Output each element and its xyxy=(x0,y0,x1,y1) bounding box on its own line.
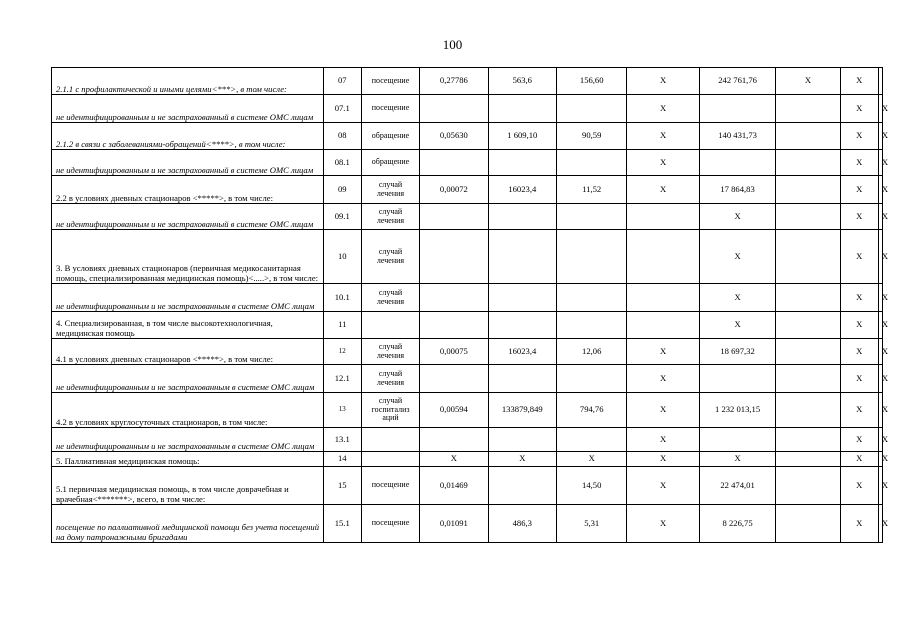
value-cell: 18 697,32 xyxy=(699,339,775,365)
value-cell: 156,60 xyxy=(557,68,627,95)
value-cell xyxy=(699,365,775,393)
value-cell xyxy=(776,176,840,204)
value-cell: Х xyxy=(627,123,699,150)
value-cell xyxy=(776,428,840,452)
value-cell xyxy=(627,312,699,339)
row-code: 15 xyxy=(323,467,361,505)
table-row xyxy=(52,428,883,452)
value-cell: 133879,849 xyxy=(488,393,556,428)
value-cell xyxy=(627,230,699,284)
row-code: 09 xyxy=(323,176,361,204)
row-label: 4. Специализированная, в том числе высокотехнологичная, медицинская помощь xyxy=(52,312,324,339)
value-cell: Х xyxy=(840,230,878,284)
value-cell xyxy=(699,95,775,123)
data-table xyxy=(51,67,889,543)
value-cell xyxy=(420,312,488,339)
row-unit: посещение xyxy=(361,505,419,543)
row-unit xyxy=(361,452,419,467)
value-cell xyxy=(420,204,488,230)
value-cell xyxy=(776,467,840,505)
value-cell: Х xyxy=(840,150,878,176)
value-cell: 8 226,75 xyxy=(699,505,775,543)
value-cell: Х xyxy=(878,312,882,339)
value-cell xyxy=(488,467,556,505)
value-cell: 0,00072 xyxy=(420,176,488,204)
value-cell: Х xyxy=(627,505,699,543)
value-cell: 486,3 xyxy=(488,505,556,543)
row-code: 11 xyxy=(323,312,361,339)
value-cell xyxy=(488,428,556,452)
table-row xyxy=(52,393,883,428)
value-cell xyxy=(776,365,840,393)
row-code: 08.1 xyxy=(323,150,361,176)
row-label: 5. Паллиативная медицинская помощь: xyxy=(52,452,324,467)
value-cell: 0,01091 xyxy=(420,505,488,543)
table-row xyxy=(52,339,883,365)
value-cell xyxy=(776,284,840,312)
value-cell: Х xyxy=(878,95,882,123)
table-row xyxy=(52,452,883,467)
page-number: 100 xyxy=(442,37,463,52)
value-cell xyxy=(776,339,840,365)
value-cell xyxy=(627,204,699,230)
value-cell xyxy=(776,452,840,467)
value-cell xyxy=(557,204,627,230)
value-cell xyxy=(557,95,627,123)
value-cell: 12,06 xyxy=(557,339,627,365)
value-cell: Х xyxy=(840,284,878,312)
value-cell: Х xyxy=(878,452,882,467)
row-unit: случай госпитализ аций xyxy=(361,393,419,428)
table-row xyxy=(52,284,883,312)
value-cell: Х xyxy=(627,68,699,95)
value-cell: Х xyxy=(878,123,882,150)
value-cell xyxy=(557,365,627,393)
value-cell xyxy=(488,204,556,230)
row-label: посещение по паллиативной медицинской помощи без учета посещений на дому патронажными бригадами xyxy=(52,505,324,543)
value-cell xyxy=(420,284,488,312)
row-code: 15.1 xyxy=(323,505,361,543)
row-label: не идентифицированным и не застрахованным в системе ОМС лицам xyxy=(52,428,324,452)
row-unit: случай лечения xyxy=(361,284,419,312)
row-code: 12 xyxy=(323,339,361,365)
value-cell xyxy=(557,230,627,284)
value-cell: 22 474,01 xyxy=(699,467,775,505)
value-cell: Х xyxy=(878,204,882,230)
row-label: 2.1.1 с профилактической и иными целями<***>, в том числе: xyxy=(52,68,324,95)
value-cell xyxy=(557,428,627,452)
value-cell: Х xyxy=(840,312,878,339)
value-cell: Х xyxy=(878,230,882,284)
value-cell: Х xyxy=(627,365,699,393)
row-unit: посещение xyxy=(361,68,419,95)
row-label: не идентифицированным и не застрахованным в системе ОМС лицам xyxy=(52,284,324,312)
table-row xyxy=(52,123,883,150)
table-row xyxy=(52,505,883,543)
value-cell: Х xyxy=(627,452,699,467)
value-cell: 0,00075 xyxy=(420,339,488,365)
value-cell: Х xyxy=(627,176,699,204)
row-unit: случай лечения xyxy=(361,176,419,204)
value-cell: Х xyxy=(878,339,882,365)
row-unit: случай лечения xyxy=(361,204,419,230)
value-cell: Х xyxy=(878,393,882,428)
row-label: не идентифицированным и не застрахованный в системе ОМС лицам xyxy=(52,150,324,176)
value-cell: 1 232 013,15 xyxy=(699,393,775,428)
value-cell xyxy=(776,150,840,176)
row-code: 07.1 xyxy=(323,95,361,123)
value-cell: Х xyxy=(627,467,699,505)
value-cell xyxy=(420,150,488,176)
value-cell xyxy=(488,95,556,123)
row-unit xyxy=(361,428,419,452)
value-cell: 5,31 xyxy=(557,505,627,543)
row-unit: посещение xyxy=(361,467,419,505)
value-cell xyxy=(488,284,556,312)
row-unit: случай лечения xyxy=(361,365,419,393)
row-code: 07 xyxy=(323,68,361,95)
row-unit: случай лечения xyxy=(361,339,419,365)
value-cell xyxy=(488,150,556,176)
table-row xyxy=(52,150,883,176)
value-cell: Х xyxy=(699,204,775,230)
row-code: 13 xyxy=(323,393,361,428)
value-cell xyxy=(878,68,882,95)
value-cell: 242 761,76 xyxy=(699,68,775,95)
value-cell: 563,6 xyxy=(488,68,556,95)
value-cell xyxy=(488,312,556,339)
value-cell: Х xyxy=(878,467,882,505)
value-cell: Х xyxy=(627,150,699,176)
value-cell: Х xyxy=(776,68,840,95)
value-cell: 1 609,10 xyxy=(488,123,556,150)
value-cell: Х xyxy=(840,176,878,204)
table-row xyxy=(52,467,883,505)
value-cell: 14,50 xyxy=(557,467,627,505)
value-cell: Х xyxy=(627,339,699,365)
value-cell: 0,00594 xyxy=(420,393,488,428)
value-cell xyxy=(627,284,699,312)
table-row xyxy=(52,230,883,284)
row-label: 5.1 первичная медицинская помощь, в том числе доврачебная и врачебная<*******>, всего, в том числе: xyxy=(52,467,324,505)
value-cell: 794,76 xyxy=(557,393,627,428)
table-row xyxy=(52,176,883,204)
value-cell xyxy=(776,123,840,150)
row-code: 10 xyxy=(323,230,361,284)
value-cell: 17 864,83 xyxy=(699,176,775,204)
value-cell: Х xyxy=(878,150,882,176)
value-cell: Х xyxy=(840,204,878,230)
value-cell xyxy=(776,393,840,428)
value-cell: Х xyxy=(557,452,627,467)
value-cell: Х xyxy=(878,365,882,393)
row-label: не идентифицированным и не застрахованный в системе ОМС лицам xyxy=(52,204,324,230)
value-cell: Х xyxy=(878,176,882,204)
value-cell xyxy=(488,230,556,284)
value-cell xyxy=(776,95,840,123)
row-code: 10.1 xyxy=(323,284,361,312)
value-cell xyxy=(699,428,775,452)
value-cell xyxy=(420,365,488,393)
value-cell: Х xyxy=(840,393,878,428)
table-row xyxy=(52,95,883,123)
value-cell xyxy=(776,312,840,339)
value-cell xyxy=(557,312,627,339)
value-cell xyxy=(420,428,488,452)
value-cell: 16023,4 xyxy=(488,176,556,204)
row-code: 08 xyxy=(323,123,361,150)
value-cell: Х xyxy=(878,428,882,452)
row-unit: случай лечения xyxy=(361,230,419,284)
value-cell: 140 431,73 xyxy=(699,123,775,150)
row-code: 14 xyxy=(323,452,361,467)
row-code: 12.1 xyxy=(323,365,361,393)
value-cell: Х xyxy=(840,95,878,123)
value-cell xyxy=(776,505,840,543)
row-code: 13.1 xyxy=(323,428,361,452)
value-cell: Х xyxy=(840,428,878,452)
value-cell xyxy=(488,365,556,393)
row-label: 2.1.2 в связи с заболеваниями-обращений<****>, в том числе: xyxy=(52,123,324,150)
row-label: 4.2 в условиях круглосуточных стационаров, в том числе: xyxy=(52,393,324,428)
value-cell: 90,59 xyxy=(557,123,627,150)
value-cell: 11,52 xyxy=(557,176,627,204)
value-cell xyxy=(557,150,627,176)
value-cell: Х xyxy=(627,393,699,428)
value-cell xyxy=(776,230,840,284)
value-cell: Х xyxy=(627,95,699,123)
row-label: не идентифицированным и не застрахованным в системе ОМС лицам xyxy=(52,365,324,393)
value-cell: 16023,4 xyxy=(488,339,556,365)
row-unit: обращение xyxy=(361,123,419,150)
value-cell: Х xyxy=(699,452,775,467)
value-cell: Х xyxy=(840,339,878,365)
value-cell: 0,01469 xyxy=(420,467,488,505)
value-cell: Х xyxy=(878,284,882,312)
value-cell xyxy=(699,150,775,176)
table-row xyxy=(52,365,883,393)
table-row xyxy=(52,68,883,95)
value-cell: 0,05630 xyxy=(420,123,488,150)
value-cell: Х xyxy=(627,428,699,452)
value-cell: Х xyxy=(840,467,878,505)
value-cell xyxy=(420,95,488,123)
row-label: 4.1 в условиях дневных стационаров <*****>, в том числе: xyxy=(52,339,324,365)
row-label: не идентифицированным и не застрахованный в системе ОМС лицам xyxy=(52,95,324,123)
table-row xyxy=(52,312,883,339)
value-cell: Х xyxy=(420,452,488,467)
value-cell: Х xyxy=(840,505,878,543)
value-cell: Х xyxy=(699,230,775,284)
value-cell: Х xyxy=(699,312,775,339)
value-cell: Х xyxy=(840,123,878,150)
row-unit: посещение xyxy=(361,95,419,123)
value-cell: Х xyxy=(840,452,878,467)
table-row xyxy=(52,204,883,230)
row-unit: обращение xyxy=(361,150,419,176)
value-cell: Х xyxy=(699,284,775,312)
row-label: 3. В условиях дневных стационаров (первичная медикосанитарная помощь, специализированная медицинская помощь)<.....>, в том числе: xyxy=(52,230,324,284)
value-cell xyxy=(557,284,627,312)
value-cell: Х xyxy=(878,505,882,543)
row-label: 2.2 в условиях дневных стационаров <*****>, в том числе: xyxy=(52,176,324,204)
value-cell: Х xyxy=(840,68,878,95)
value-cell: 0,27786 xyxy=(420,68,488,95)
row-unit xyxy=(361,312,419,339)
row-code: 09.1 xyxy=(323,204,361,230)
value-cell xyxy=(776,204,840,230)
value-cell: Х xyxy=(488,452,556,467)
value-cell: Х xyxy=(840,365,878,393)
value-cell xyxy=(420,230,488,284)
